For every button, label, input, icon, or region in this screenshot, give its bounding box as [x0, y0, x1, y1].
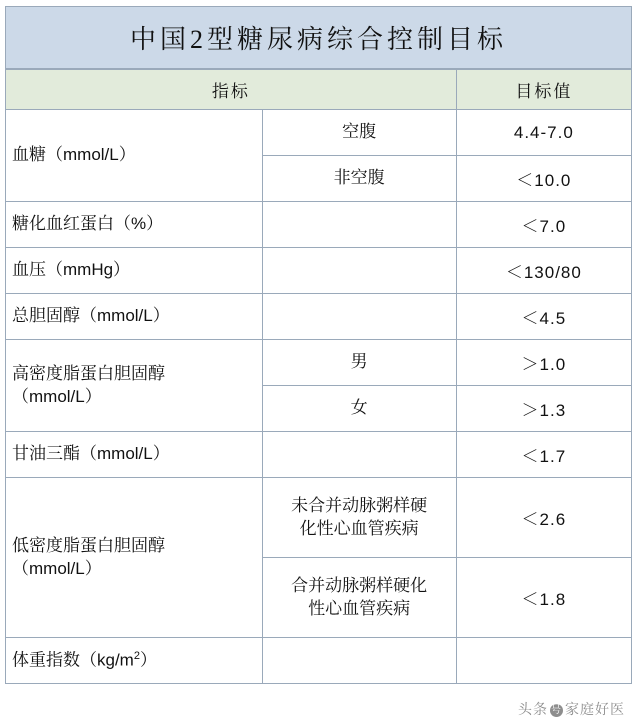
watermark: [518, 699, 625, 719]
table-row: [6, 202, 632, 248]
row-indicator-hdl: [6, 340, 263, 432]
row-value-hba1c: ＜7.0: [456, 202, 631, 248]
row-value-hdl-male: ＞1.0: [456, 340, 631, 386]
row-sub-fasting: 空腹: [262, 110, 456, 156]
page-title: 中国2型糖尿病综合控制目标: [129, 25, 507, 54]
watermark-suffix: 家庭好医: [565, 701, 625, 717]
row-value-nonfasting: ＜10.0: [456, 156, 631, 202]
row-indicator-hdl-line2: （mmol/L）: [12, 386, 102, 406]
row-value-ldl-no-ascvd: ＜2.6: [456, 478, 631, 558]
row-indicator-bmi-prefix: 体重指数（kg/m: [12, 650, 134, 670]
table-row: [6, 110, 632, 156]
row-indicator-ldl: [6, 478, 263, 638]
table-row: [6, 478, 632, 558]
watermark-dot-icon: 号: [551, 705, 562, 716]
row-indicator-ldl-line1: 低密度脂蛋白胆固醇: [12, 535, 165, 555]
watermark-prefix: 头条: [518, 701, 548, 717]
row-sub-empty-bmi: [262, 638, 456, 684]
row-indicator-hdl-line1: 高密度脂蛋白胆固醇: [12, 363, 165, 383]
table-row: [6, 248, 632, 294]
page-title-bar: [5, 6, 632, 69]
table-header-row: [6, 70, 632, 110]
row-indicator-bmi-superscript: 2: [133, 649, 140, 662]
control-targets-table: [5, 69, 632, 684]
row-indicator-bmi: [6, 638, 263, 684]
row-sub-nonfasting: 非空腹: [262, 156, 456, 202]
row-indicator-hba1c: 糖化血红蛋白（%）: [6, 202, 263, 248]
row-sub-with-ascvd-line1: 合并动脉粥样硬化: [291, 575, 428, 595]
row-value-fasting: 4.4-7.0: [456, 110, 631, 156]
row-sub-with-ascvd-line2: 性心血管疾病: [308, 598, 411, 618]
header-target: 目标值: [456, 70, 631, 110]
row-indicator-ldl-line2: （mmol/L）: [12, 558, 102, 578]
row-indicator-triglyceride: 甘油三酯（mmol/L）: [6, 432, 263, 478]
row-sub-empty-tc: [262, 294, 456, 340]
row-sub-empty-tg: [262, 432, 456, 478]
row-sub-empty-bp: [262, 248, 456, 294]
row-value-total-cholesterol: ＜4.5: [456, 294, 631, 340]
row-sub-male: 男: [262, 340, 456, 386]
row-value-bmi: [456, 638, 631, 684]
row-sub-no-ascvd: [262, 478, 456, 558]
row-sub-with-ascvd: [262, 558, 456, 638]
table-row: [6, 294, 632, 340]
header-indicator: 指标: [6, 70, 457, 110]
row-sub-no-ascvd-line2: 化性心血管疾病: [299, 518, 419, 538]
table-row: [6, 638, 632, 684]
row-indicator-bmi-suffix: ）: [139, 650, 157, 670]
row-value-ldl-with-ascvd: ＜1.8: [456, 558, 631, 638]
row-sub-female: 女: [262, 386, 456, 432]
row-value-triglyceride: ＜1.7: [456, 432, 631, 478]
row-value-hdl-female: ＞1.3: [456, 386, 631, 432]
table-row: [6, 432, 632, 478]
row-indicator-total-cholesterol: 总胆固醇（mmol/L）: [6, 294, 263, 340]
row-indicator-blood-glucose: 血糖（mmol/L）: [6, 110, 263, 202]
row-sub-no-ascvd-line1: 未合并动脉粥样硬: [291, 495, 428, 515]
table-row: [6, 340, 632, 386]
row-sub-empty-hba1c: [262, 202, 456, 248]
row-value-blood-pressure: ＜130/80: [456, 248, 631, 294]
row-indicator-blood-pressure: 血压（mmHg）: [6, 248, 263, 294]
